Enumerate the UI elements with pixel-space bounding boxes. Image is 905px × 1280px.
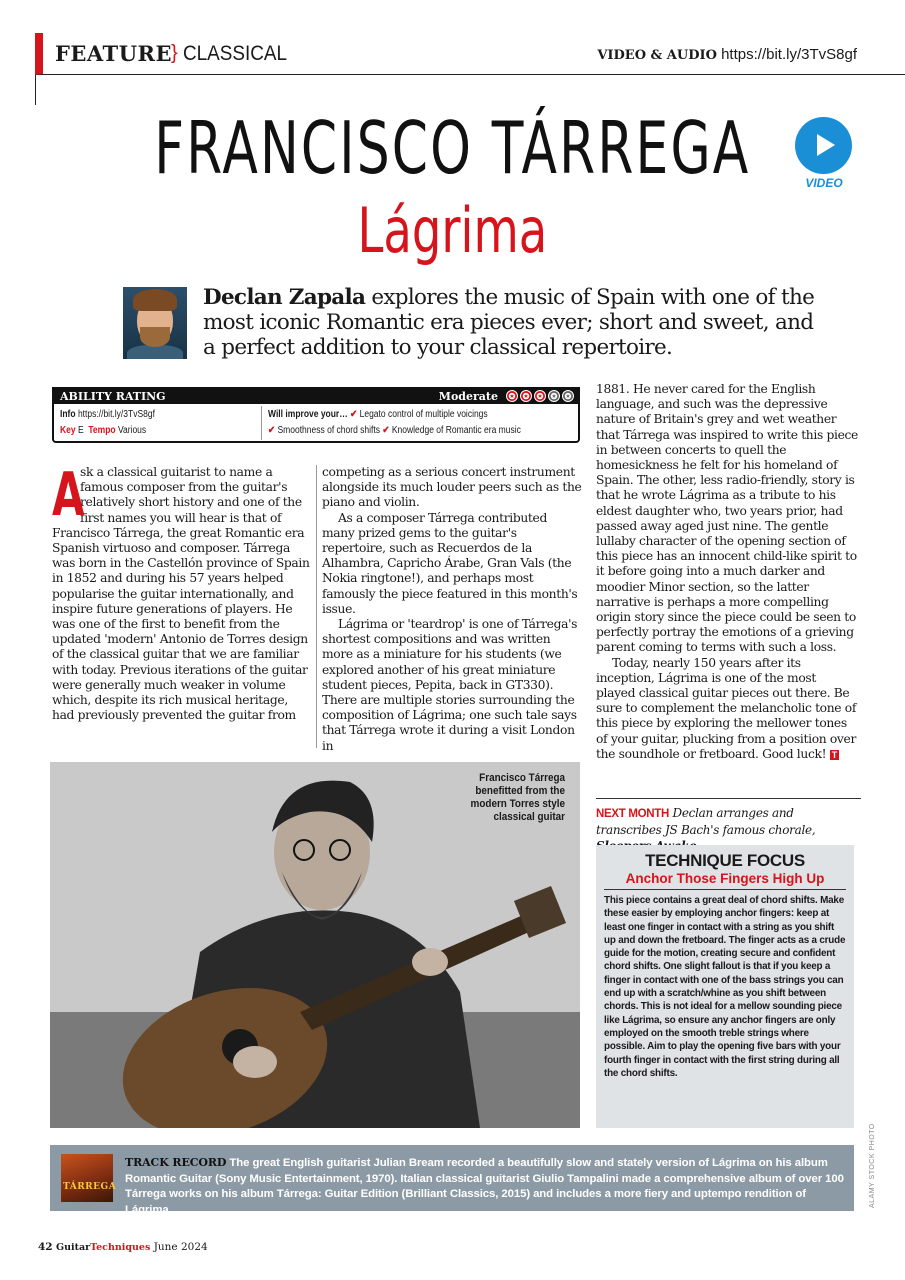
issue-date: June 2024: [153, 1241, 208, 1253]
col2-paragraph-2: As a composer Tárrega contributed many prized gems to the guitar's repertoire, such as Recuerdos de la Alhambra, Capricho Árabe, Gran Vals (the Nokia ringtone!), and perhaps most famously the piece featured in this month's issue.: [322, 510, 578, 616]
ability-level: Moderate: [438, 390, 498, 403]
rating-star-icon: ✪: [506, 390, 518, 402]
video-label[interactable]: VIDEO: [805, 176, 843, 190]
body-column-3: [596, 382, 858, 763]
ability-rating-box: [52, 387, 580, 443]
next-month-label: NEXT MONTH: [596, 808, 670, 820]
end-mark: T: [831, 749, 837, 760]
rating-stars: [506, 390, 574, 402]
author-name: Declan Zapala: [203, 285, 366, 310]
video-audio-label: VIDEO & AUDIO: [597, 48, 717, 63]
ability-heading: ABILITY RATING: [60, 390, 166, 403]
body-column-1: [52, 460, 310, 723]
rating-star-icon: ✪: [534, 390, 546, 402]
ability-divider: [261, 406, 262, 440]
improve-item-2: Smoothness of chord shifts: [277, 425, 381, 436]
rating-star-icon: ✪: [520, 390, 532, 402]
header-brace: }: [171, 42, 178, 64]
magazine-name-1: Guitar: [55, 1242, 91, 1253]
col3-paragraph-2: Today, nearly 150 years after its inception, Lágrima is one of the most played classical guitar pieces out there. Be sure to complement the melancholic tone of this piece by exploring the mellower tones of your guitar, plucking from a position over the soundhole or fretboard. Good luck!: [596, 655, 857, 761]
technique-body: This piece contains a great deal of chord shifts. Make these easier by employing anchor fingers: keep at least one finger in contact with a string as you shift up and down the fretboard. The finger acts as a crude guide for the motion, creating secure and confident chord shifts. One slight fallout is that if you keep a finger in contact with one of the bass strings you can end up with a scratch/whine as you shift between chords. This is not ideal for a mellow sounding piece like Lágrima, so ensure any anchor fingers are only employed on the smooth treble strings where possible. Aim to play the opening five bars with your fourth finger in contact with the first string during all the chord shifts.: [604, 895, 846, 1079]
ability-bar: [54, 389, 578, 404]
photo-caption: Francisco Tárrega benefitted from the modern Torres style classical guitar: [470, 772, 565, 823]
column-divider: [316, 465, 317, 748]
col3-paragraph-1: 1881. He never cared for the English language, and such was the depressive nature of Britain's grey and wet weather that Tárrega was inspired to write this piece in between concerts to quell the homesickness he felt for his homeland of Spain. The other, less radio-friendly, story is that he wrote Lágrima as a tribute to his eldest daughter who, two years prior, had passed away aged just nine. The gentle lullaby character of the opening section of this piece has an innocent child-like spirit to it before going into a much darker and moodier Minor section, so the latter narrative is perhaps a more compelling origin story since the piece could be seen to perfectly portray the emotions of a grieving parent coming to terms with such a loss.: [596, 382, 858, 655]
tempo-value: Various: [117, 425, 147, 436]
next-month-text: Declan arranges and transcribes JS Bach's famous chorale,: [596, 806, 816, 837]
video-audio-url[interactable]: https://bit.ly/3TvS8gf: [721, 46, 857, 63]
drop-cap: A: [52, 460, 85, 530]
technique-heading: TECHNIQUE FOCUS: [645, 851, 805, 870]
tick-icon: ✔: [268, 425, 276, 436]
album-cover-text: TÁRREGA: [63, 1182, 117, 1192]
section-header: [35, 33, 905, 75]
info-label: Info: [60, 409, 76, 420]
play-icon: [817, 134, 835, 156]
info-url[interactable]: https://bit.ly/3TvS8gf: [77, 409, 155, 420]
feature-label: FEATURE: [55, 41, 172, 66]
standfirst-text: explores the music of Spain with one of the most iconic Romantic era pieces ever; short and sweet, and a perfect addition to your classical repertoire.: [203, 285, 815, 360]
page-subtitle: Lágrima: [357, 194, 548, 267]
rating-star-icon: ✪: [548, 390, 560, 402]
improve-row-2: [268, 425, 521, 436]
section-label: CLASSICAL: [183, 42, 288, 65]
key-label: Key: [60, 425, 76, 436]
page-footer: [38, 1241, 208, 1253]
col1-paragraph: sk a classical guitarist to name a famous composer from the guitar's relatively short history and one of the first names you will hear is that of Francisco Tárrega, the great Romantic era Spanish virtuoso and composer. Tárrega was born in the Castellón province of Spain in 1852 and during his 57 years helped popularise the guitar internationally, and inspire future generations of players. He was one of the first to benefit from the updated 'modern' Antonio de Torres design of the classical guitar that we are familiar with today. Previous iterations of the guitar were generally much weaker in volume which, despite its rich musical heritage, had previously prevented the guitar from: [52, 465, 310, 723]
improve-item-1: Legato control of multiple voicings: [359, 409, 488, 420]
video-audio-link[interactable]: [597, 46, 857, 63]
tempo-label: Tempo: [88, 425, 116, 436]
standfirst: [203, 285, 823, 360]
key-value: E: [77, 425, 84, 436]
tick-icon: ✔: [350, 409, 358, 420]
tick-icon: ✔: [382, 425, 390, 436]
improve-item-3: Knowledge of Romantic era music: [391, 425, 521, 436]
key-row: [60, 425, 146, 436]
col2-paragraph-3: Lágrima or 'teardrop' is one of Tárrega's shortest compositions and was written more as a miniature for his students (we explored another of his great miniature student pieces, Pepita, back in GT330). There are multiple stories surrounding the composition of Lágrima; one such tale says that Tárrega wrote it during a visit London in: [322, 617, 578, 753]
page-number: 42: [38, 1241, 53, 1253]
track-record-body: The great English guitarist Julian Bream recorded a beautifully slow and stately version of Lágrima on his album Romantic Guitar (Sony Music Entertainment, 1970). Italian classical guitarist Giulio Tampalini made a comprehensive album of over 100 Tárrega works on his album Tárrega: Guitar Edition (Brilliant Classics, 2015) and includes a more fiery and uptempo rendition of Lágrima.: [125, 1157, 844, 1216]
improve-row-1: [268, 409, 488, 420]
album-cover: [61, 1154, 117, 1202]
photo-credit: ALAMY STOCK PHOTO: [869, 1123, 876, 1208]
page-title: FRANCISCO TÁRREGA: [154, 106, 751, 190]
technique-focus-box: [596, 845, 854, 1128]
improve-label: Will improve your…: [268, 409, 348, 420]
body-column-2: [322, 465, 582, 754]
author-photo: [123, 287, 187, 359]
col2-paragraph-1: competing as a serious concert instrument alongside its much louder peers such as the piano and violin.: [322, 465, 582, 510]
track-record-text: [125, 1155, 845, 1218]
rating-star-icon: ✪: [562, 390, 574, 402]
track-record-box: [50, 1145, 854, 1216]
magazine-name-2: Techniques: [90, 1242, 151, 1253]
video-play-button[interactable]: [795, 117, 852, 174]
track-record-label: TRACK RECORD: [125, 1156, 227, 1169]
technique-subheading: Anchor Those Fingers High Up: [604, 871, 846, 890]
frame-line: [35, 75, 36, 105]
info-row: [60, 409, 155, 420]
